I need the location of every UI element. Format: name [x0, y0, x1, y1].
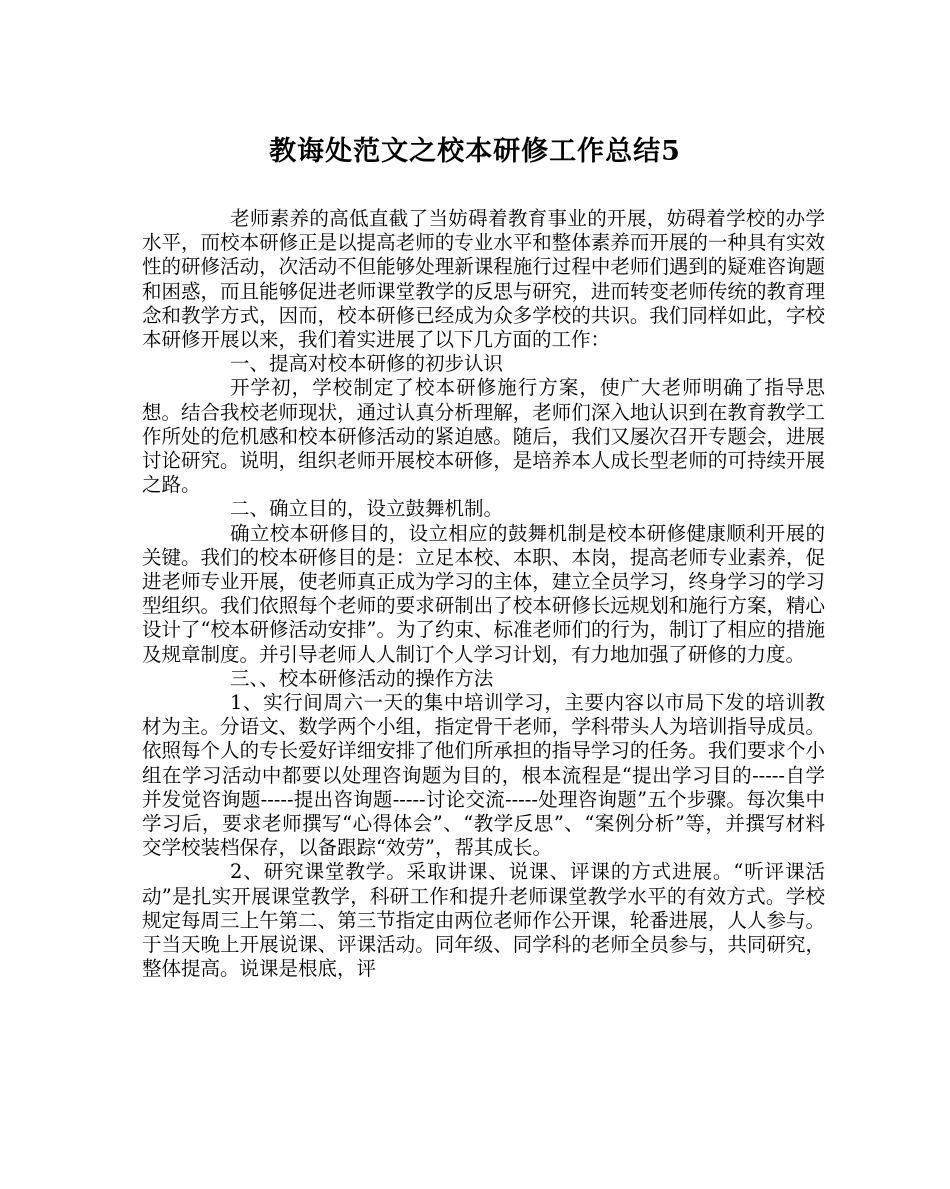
paragraph-section-2: 确立校本研修目的，设立相应的鼓舞机制是校本研修健康顺利开展的关键。我们的校本研修目的是：立足本校、本职、本岗，提高老师专业素养，促进老师专业开展，使老师真正成为学习的主体，建立全员学习，终身学习的学习型组织。我们依照每个老师的要求研制出了校本研修长远规划和施行方案，精心设计了“校本研修活动安排”。为了约束、标准老师们的行为，制订了相应的措施及规章制度。并引导老师人人制订个人学习计划，有力地加强了研修的力度。	[142, 521, 825, 666]
paragraph-section-1: 开学初，学校制定了校本研修施行方案，使广大老师明确了指导思想。结合我校老师现状，通过认真分析理解，老师们深入地认识到在教育教学工作所处的危机感和校本研修活动的紧迫感。随后，我们又屡次召开专题会，进展讨论研究。说明，组织老师开展校本研修，是培养本人成长型老师的可持续开展之路。	[142, 376, 825, 497]
section-heading-1: 一、提高对校本研修的初步认识	[230, 352, 504, 376]
paragraph-intro: 老师素养的高低直截了当妨碍着教育事业的开展，妨碍着学校的办学水平，而校本研修正是以提高老师的专业水平和整体素养而开展的一种具有实效性的研修活动，次活动不但能够处理新课程施行过程中老师们遇到的疑难咨询题和困惑，而且能够促进老师课堂教学的反思与研究，进而转变老师传统的教育理念和教学方式，因而，校本研修已经成为众多学校的共识。我们同样如此，字校本研修开展以来，我们着实进展了以下几方面的工作：	[142, 207, 825, 352]
paragraph-item-1: 1、实行间周六一天的集中培训学习，主要内容以市局下发的培训教材为主。分语文、数学两个小组，指定骨干老师，学科带头人为培训指导成员。依照每个人的专长爱好详细安排了他们所承担的指导学习的任务。我们要求个小组在学习活动中都要以处理咨询题为目的，根本流程是“提出学习目的-----自学并发觉咨询题-----提出咨询题-----讨论交流-----处理咨询题”五个步骤。每次集中学习后，要求老师撰写“心得体会”、“教学反思”、“案例分析”等，并撰写材料交学校装档保存，以备跟踪“效劳”，帮其成长。	[142, 691, 825, 860]
paragraph-item-2: 2、研究课堂教学。采取讲课、说课、评课的方式进展。“听评课活动”是扎实开展课堂教学，科研工作和提升老师课堂教学水平的有效方式。学校规定每周三上午第二、第三节指定由两位老师作公开课，轮番进展，人人参与。于当天晚上开展说课、评课活动。同年级、同学科的老师全员参与，共同研究，整体提高。说课是根底，评	[142, 860, 825, 981]
document-title: 教诲处范文之校本研修工作总结5	[269, 136, 681, 167]
document-body	[142, 207, 825, 982]
section-heading-3: 三、、校本研修活动的操作方法	[230, 666, 494, 690]
section-heading-2: 二、确立目的，设立鼓舞机制。	[230, 497, 504, 521]
